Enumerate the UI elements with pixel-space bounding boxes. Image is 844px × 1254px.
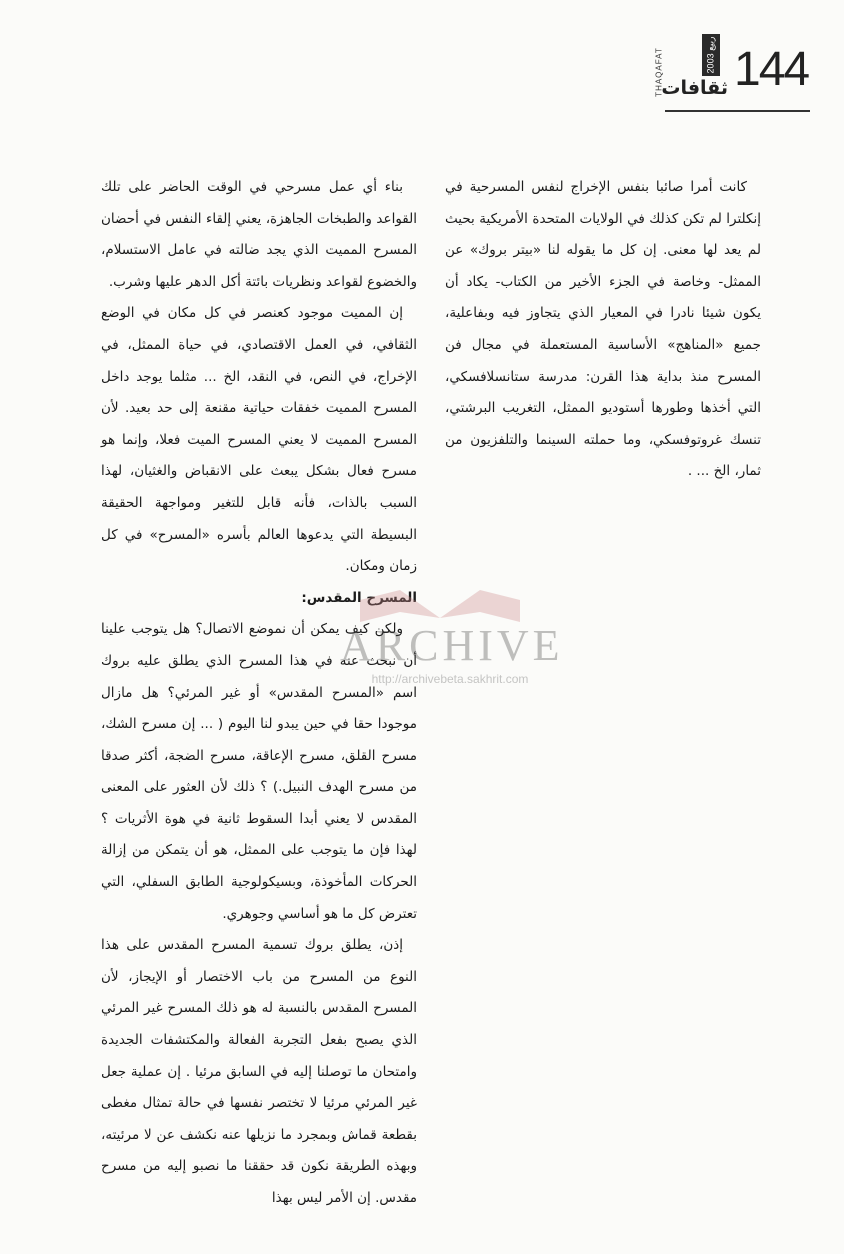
paragraph: بناء أي عمل مسرحي في الوقت الحاضر على تلك القواعد والطبخات الجاهزة، يعني إلقاء النفس في أحضان المسرح المميت الذي يجد ضالته في عامل الاستسلام، والخضوع لقواعد ونظريات بائتة أكل الدهر عليها وشرب.	[101, 179, 417, 290]
right-column	[445, 172, 761, 1182]
magazine-latin-title	[652, 42, 666, 102]
paragraph: ولكن كيف يمكن أن نموضع الاتصال؟ هل يتوجب علينا أن نبحث عنه في هذا المسرح الذي يطلق عليه بروك اسم «المسرح المقدس» أو غير المرئي؟ هل مازال موجودا حقا في حين يبدو لنا اليوم ( ... إن مسرح الشك، مسرح القلق، مسرح الإعاقة، مسرح الضجة، أكثر صدقا من مسرح الهدف النبيل.) ؟ ذلك لأن العثور على المعنى المقدس لا يعني أبدا السقوط ثانية في هوة الأثريات ؟ لهذا فإن ما يتوجب على الممثل، هو أن يتمكن من إزالة الحركات المأخوذة، وبسيكولوجية الطابق السفلي، التي تعترض كل ما هو أساسي وجوهري.	[101, 621, 417, 922]
paragraph: إذن، يطلق بروك تسمية المسرح المقدس على هذا النوع من المسرح من باب الاختصار أو الإيجاز، لأن المسرح المقدس بالنسبة له هو ذلك المسرح غير المرئي الذي يصبح بفعل التجربة الفعالة والمكتشفات الجديدة وامتحان ما توصلنا إليه في السابق مرئيا . إن عملية جعل غير المرئي مرئيا لا تختصر نفسها في حالة تمثال مغطى بقطعة قماش وبمجرد ما نزيلها عنه نكشف عن لا مرئيته، وبهذه الطريقة نكون قد حققنا ما نصبو إليه من مسرح مقدس. إن الأمر ليس بهذا	[101, 937, 417, 1206]
left-column	[101, 172, 417, 1206]
magazine-title: ثقافات	[661, 77, 728, 99]
header-rule	[665, 110, 810, 112]
paragraph: كانت أمرا صائبا بنفس الإخراج لنفس المسرحية في إنكلترا لم تكن كذلك في الولايات المتحدة الأمريكية بحيث لم يعد لها معنى. إن كل ما يقوله لنا «بيتر بروك» عن الممثل- وخاصة في الجزء الأخير من الكتاب- يكاد أن يكون شيئا نادرا في المعيار الذي يتجاوز فيه وبفاعلية، جميع «المناهج» الأساسية المستعملة في مجال فن المسرح منذ بداية هذا القرن: مدرسة ستانسلافسكي، التي أخذها وطورها أستوديو الممثل، التغريب البرشتي، تنسك غروتوفسكي، وما حملته السينما والتلفزيون من ثمار، الخ ... .	[445, 179, 761, 480]
page-number: 144	[734, 43, 809, 96]
watermark-url: http://archivebeta.sakhrit.com	[371, 672, 529, 686]
section-heading: المسرح المقدس:	[301, 589, 417, 606]
paragraph: إن المميت موجود كعنصر في كل مكان في الوضع الثقافي، في العمل الاقتصادي، في حياة الممثل، في الإخراج، في النص، في النقد، الخ ... مثلما يوجد داخل المسرح المميت خفقات حياتية مقنعة إلى حد بعيد. لأن المسرح المميت لا يعني المسرح الميت فعلا، وإنما هو مسرح فعال بشكل يبعث على الانقباض والغثيان، لهذا السبب بالذات، فأنه قابل للتغير ومواجهة الحقيقة البسيطة التي يدعوها العالم بأسره «المسرح» في كل زمان ومكان.	[101, 305, 417, 575]
watermark-word: ARCHIVE	[340, 621, 564, 670]
magazine-latin-text: THAQAFAT	[654, 47, 664, 97]
issue-text: ربيع 2003	[705, 36, 716, 74]
issue-label	[702, 34, 720, 76]
